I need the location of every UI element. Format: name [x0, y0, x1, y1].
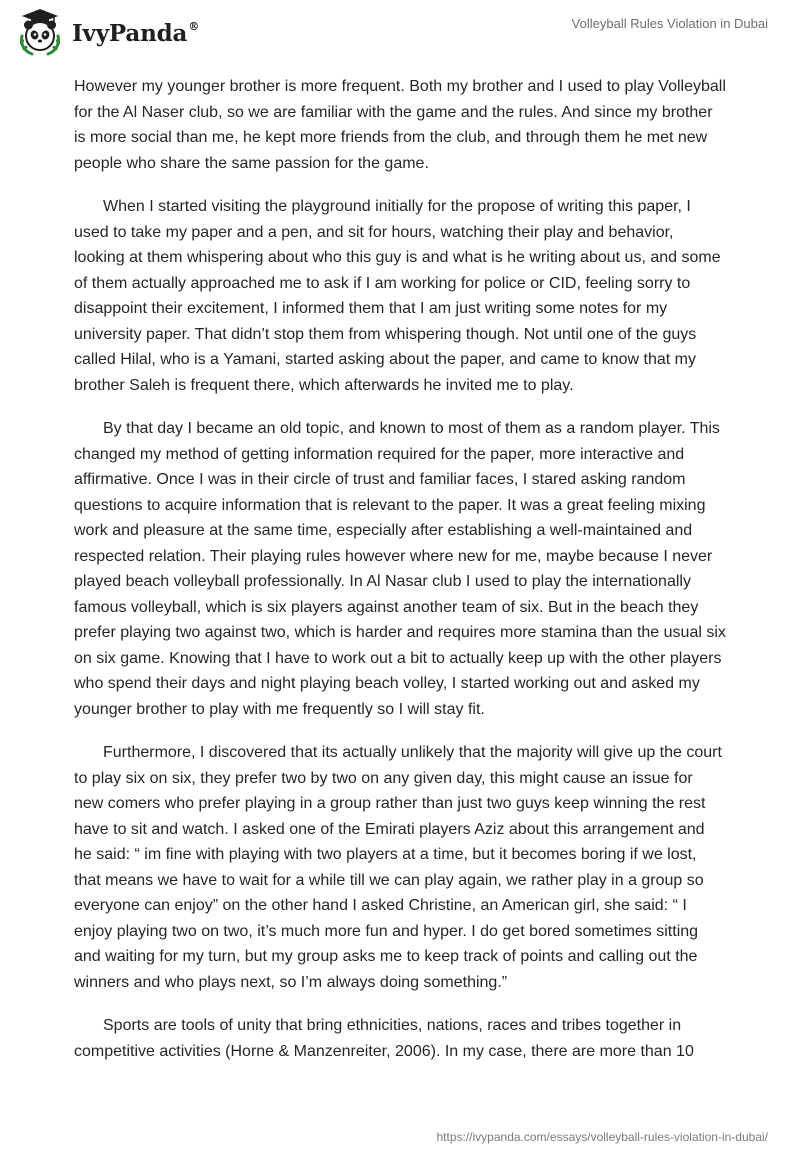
document-title: Volleyball Rules Violation in Dubai [571, 16, 768, 31]
source-url-link[interactable]: https://ivypanda.com/essays/volleyball-rules-violation-in-dubai/ [436, 1130, 768, 1144]
essay-paragraph: By that day I became an old topic, and known to most of them as a random player. This changed my method of getting information required for the paper, more interactive and affirmative. Once I was in their circle of trust and familiar faces, I stared asking random questions to acquire information that is relevant to the paper. It was a great feeling mixing work and pleasure at the same time, especially after establishing a well-maintained and respected relation. Their playing rules however where new for me, maybe because I never played beach volleyball professionally. In Al Nasar club I used to play the internationally famous volleyball, which is six players against another team of six. But in the beach they prefer playing two against two, which is harder and requires more stamina than the usual six on six game. Knowing that I have to work out a bit to actually keep up with the other players who spend their days and night playing beach volley, I started working out and asked my younger brother to play with me frequently so I will stay fit. [74, 420, 726, 718]
essay-paragraph: Furthermore, I discovered that its actually unlikely that the majority will give up the court to play six on six, they prefer two by two on any given day, this might cause an issue for new comers who prefer playing in a group rather than just two guys keep winning the rest have to sit and watch. I asked one of the Emirati players Aziz about this arrangement and he said: “ im fine with playing with two players at a time, but it becomes boring if we lost, that means we have to wait for a while till we can play again, we rather play in a group so everyone can enjoy” on the other hand I asked Christine, an American girl, she said: “ I enjoy playing two on two, it’s much more fun and hyper. I do get bored sometimes sitting and waiting for my turn, but my group asks me to keep track of points and calling out the winners and who plays next, so I’m always doing something.” [74, 744, 722, 991]
essay-paragraph: However my younger brother is more frequent. Both my brother and I used to play Volleyball for the Al Naser club, so we are familiar with the game and the rules. And since my brother is more social than me, he kept more friends from the club, and through them he met new people who share the same passion for the game. [74, 78, 726, 172]
brand-name-text: IvyPanda [72, 19, 188, 47]
essay-paragraph: When I started visiting the playground initially for the propose of writing this paper, I used to take my paper and a pen, and sit for hours, watching their play and behavior, looking at them whispering about who this guy is and what is he writing about us, and some of them actually approached me to ask if I am working for police or CID, feeling sorry to disappoint their excitement, I informed them that I am just writing some notes for my university paper. That didn’t stop them from whispering though. Not until one of the guys called Hilal, who is a Yamani, started asking about the paper, and came to know that my brother Saleh is frequent there, which afterwards he invited me to play. [74, 198, 721, 394]
panda-graduate-logo-icon [14, 6, 66, 58]
page-header [0, 0, 800, 60]
trademark-symbol: ® [188, 19, 199, 33]
essay-body [74, 74, 726, 1082]
brand-name [72, 20, 199, 47]
brand-logo-link[interactable] [14, 6, 199, 58]
essay-paragraph: Sports are tools of unity that bring ethnicities, nations, races and tribes together in competitive activities (Horne & Manzenreiter, 2006). In my case, there are more than 10 [74, 1017, 694, 1060]
